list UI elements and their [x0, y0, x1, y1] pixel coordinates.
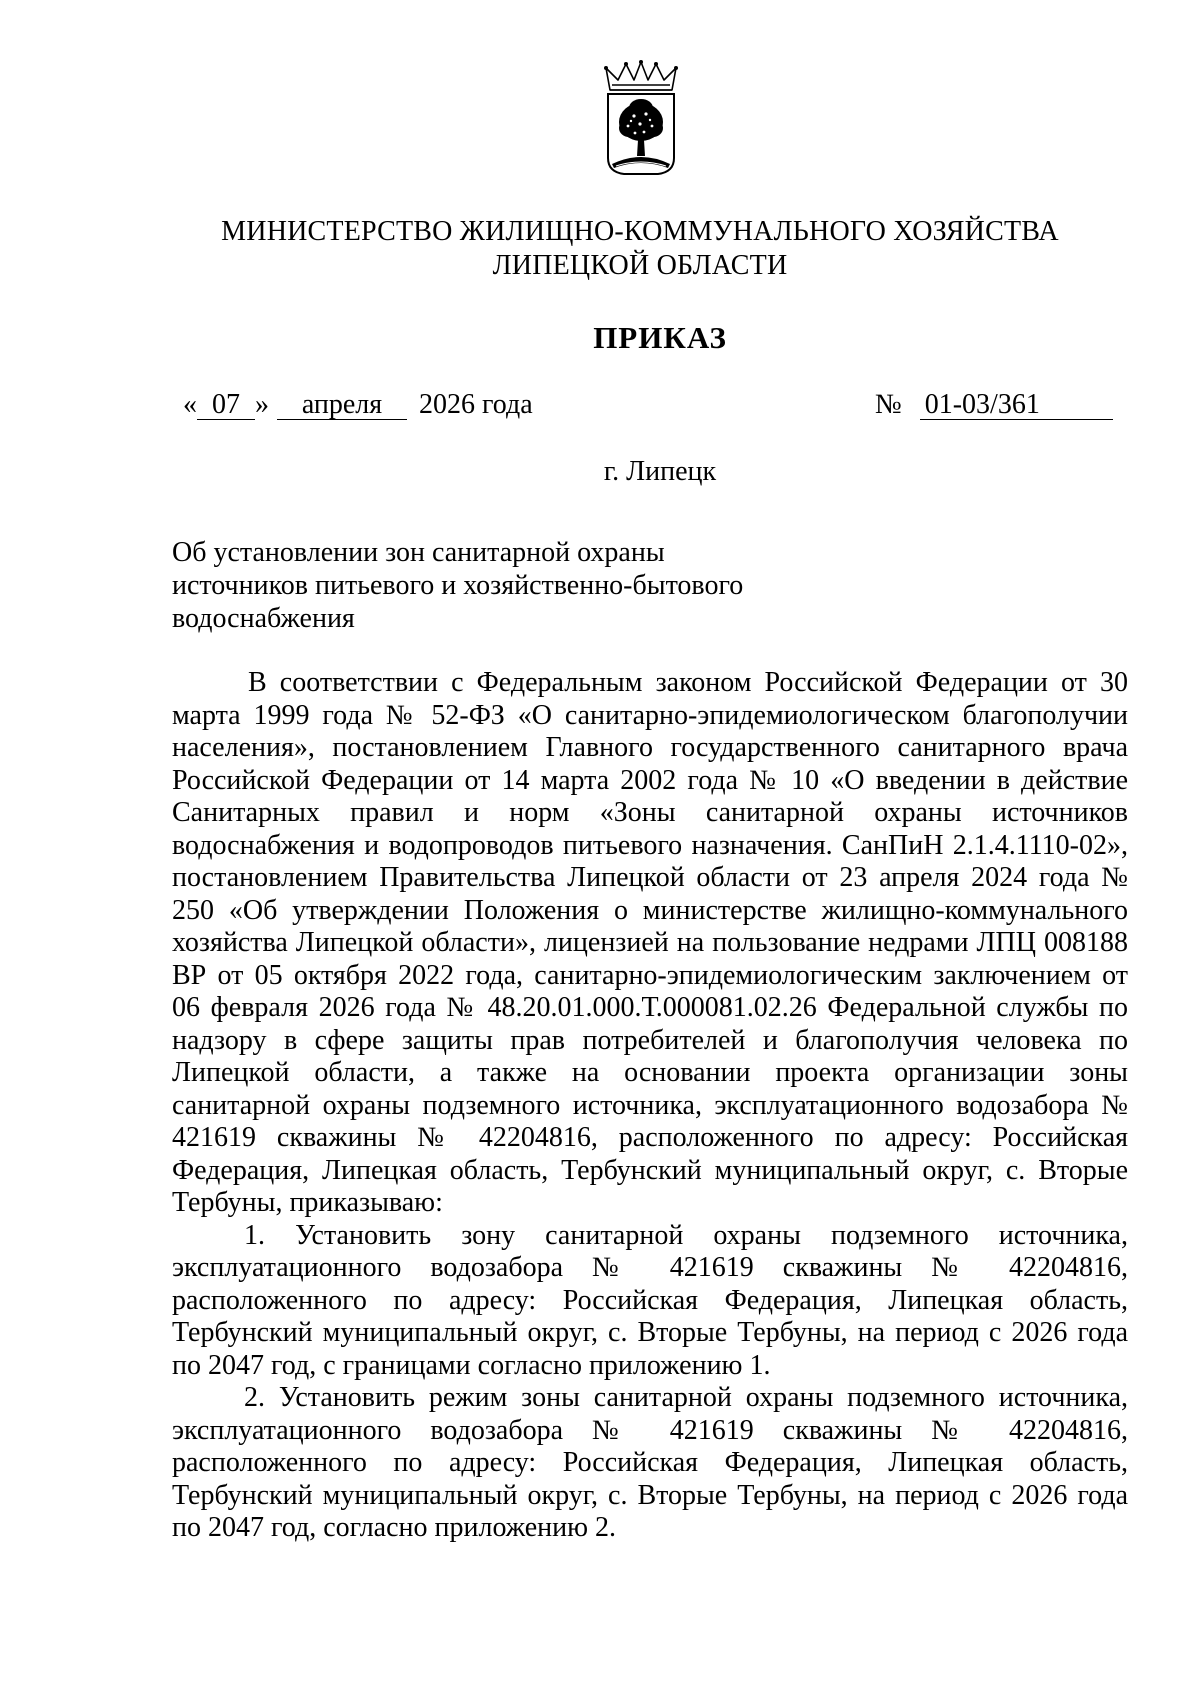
lipetsk-oblast-coat-of-arms-icon: [598, 60, 684, 184]
date-year: 2026 года: [419, 389, 533, 420]
document-city: г. Липецк: [603, 456, 717, 487]
number-value: 01-03/361: [920, 391, 1113, 420]
date-quote-open: «: [183, 389, 197, 420]
subject-line2: источников питьевого и хозяйственно-бытового: [172, 570, 744, 601]
ministry-name: [0, 215, 1200, 283]
subject-line3: водоснабжения: [172, 603, 355, 634]
order-item-1: 1. Установить зону санитарной охраны подземного источника, эксплуатационного водозабора № 421619 скважины № 42204816, расположенного по адресу: Российская Федерация, Липецкая область, Тербунский муниципальный округ, с. Вторые Тербуны, на период с 2026 года по 2047 год, с границами согласно приложению 1.: [172, 1219, 1128, 1381]
ministry-name-line1: МИНИСТЕРСТВО ЖИЛИЩНО-КОММУНАЛЬНОГО ХОЗЯЙСТВА: [221, 216, 1059, 247]
date-quote-close: »: [255, 389, 269, 420]
subject-line1: Об установлении зон санитарной охраны: [172, 537, 665, 568]
document-body: [172, 667, 1128, 1545]
preamble-paragraph: В соответствии с Федеральным законом Российской Федерации от 30 марта 1999 года № 52-ФЗ «О санитарно-эпидемиологическом благополучии населения», постановлением Главного государственного санитарного врача Российской Федерации от 14 марта 2002 года № 10 «О введении в действие Санитарных правил и норм «Зоны санитарной охраны источников водоснабжения и водопроводов питьевого назначения. СанПиН 2.1.4.1110-02», постановлением Правительства Липецкой области от 23 апреля 2024 года № 250 «Об утверждении Положения о министерстве жилищно-коммунального хозяйства Липецкой области», лицензией на пользование недрами ЛПЦ 008188 ВР от 05 октября 2022 года, санитарно-эпидемиологическим заключением от 06 февраля 2026 года № 48.20.01.000.Т.000081.02.26 Федеральной службы по надзору в сфере защиты прав потребителей и благополучия человека по Липецкой области, а также на основании проекта организации зоны санитарной охраны подземного источника, эксплуатационного водозабора № 421619 скважины № 42204816, расположенного по адресу: Российская Федерация, Липецкая область, Тербунский муниципальный округ, с. Вторые Тербуны, приказываю:: [172, 667, 1128, 1218]
ministry-name-line2: ЛИПЕЦКОЙ ОБЛАСТИ: [492, 250, 788, 281]
date-month: апреля: [277, 391, 407, 420]
document-subject: [172, 536, 812, 635]
number-sign: №: [875, 389, 902, 420]
document-number: [875, 388, 1113, 422]
date-day: 07: [197, 391, 255, 420]
document-date: [183, 388, 533, 422]
order-item-2: 2. Установить режим зоны санитарной охраны подземного источника, эксплуатационного водозабора № 421619 скважины № 42204816, расположенного по адресу: Российская Федерация, Липецкая область, Тербунский муниципальный округ, с. Вторые Тербуны, на период с 2026 года по 2047 год, согласно приложению 2.: [172, 1382, 1128, 1543]
document-type-title: ПРИКАЗ: [593, 320, 727, 355]
